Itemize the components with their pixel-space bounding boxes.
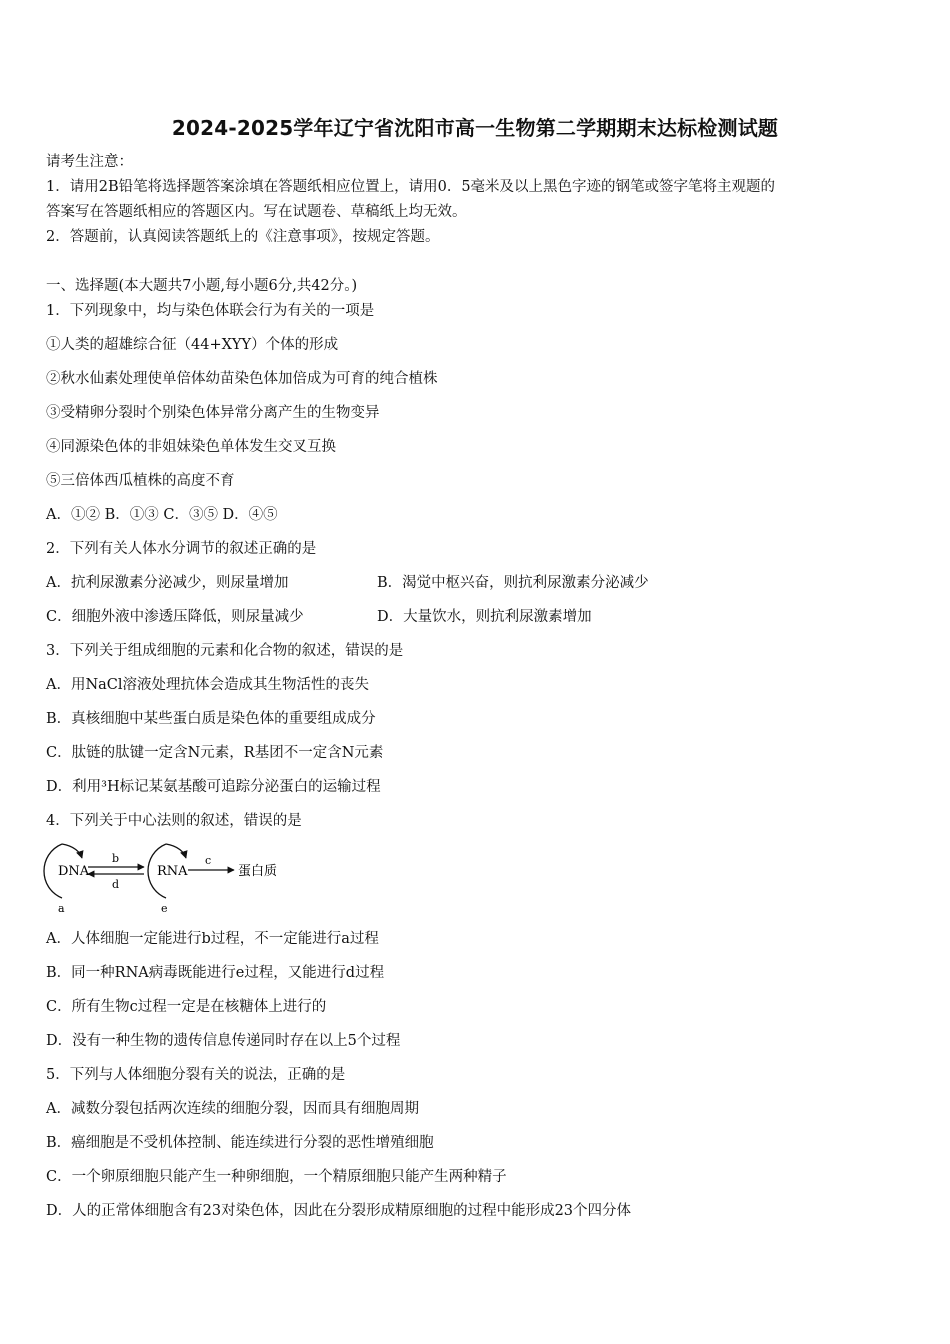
q2-option-d: D．大量饮水，则抗利尿激素增加 xyxy=(377,609,592,625)
q1-statement-4: ④同源染色体的非姐妹染色单体发生交叉互换 xyxy=(46,439,336,455)
q5-option-c: C．一个卵原细胞只能产生一种卵细胞，一个精原细胞只能产生两种精子 xyxy=(46,1169,507,1185)
q1-stem: 1．下列现象中，均与染色体联会行为有关的一项是 xyxy=(46,303,375,319)
q2-stem: 2．下列有关人体水分调节的叙述正确的是 xyxy=(46,541,317,557)
label-c: c xyxy=(205,854,212,867)
label-e: e xyxy=(161,902,168,915)
q2-option-b: B．渴觉中枢兴奋，则抗利尿激素分泌减少 xyxy=(377,575,649,591)
q4-option-a: A．人体细胞一定能进行b过程，不一定能进行a过程 xyxy=(46,931,379,947)
central-dogma-diagram xyxy=(40,836,300,916)
q3-option-a: A．用NaCl溶液处理抗体会造成其生物活性的丧失 xyxy=(46,677,370,693)
q1-statement-5: ⑤三倍体西瓜植株的高度不育 xyxy=(46,473,235,489)
section-heading: 一、选择题(本大题共7小题,每小题6分,共42分。) xyxy=(46,278,358,294)
q2-option-c: C．细胞外液中渗透压降低，则尿量减少 xyxy=(46,609,304,625)
q4-option-c: C．所有生物c过程一定是在核糖体上进行的 xyxy=(46,999,327,1015)
q2-option-a: A．抗利尿激素分泌减少，则尿量增加 xyxy=(46,575,289,591)
q5-option-d: D．人的正常体细胞含有23对染色体，因此在分裂形成精原细胞的过程中能形成23个四分体 xyxy=(46,1203,632,1219)
q3-stem: 3．下列关于组成细胞的元素和化合物的叙述，错误的是 xyxy=(46,643,404,659)
q3-option-d: D．利用³H标记某氨基酸可追踪分泌蛋白的运输过程 xyxy=(46,779,381,795)
label-d: d xyxy=(112,878,120,891)
notice-item-1-line-2: 答案写在答题纸相应的答题区内。写在试题卷、草稿纸上均无效。 xyxy=(46,204,467,220)
rna-label: RNA xyxy=(157,864,188,879)
q1-options: A．①② B．①③ C．③⑤ D．④⑤ xyxy=(46,507,278,523)
q1-statement-2: ②秋水仙素处理使单倍体幼苗染色体加倍成为可育的纯合植株 xyxy=(46,371,438,387)
dna-label: DNA xyxy=(58,864,90,879)
q4-option-d: D．没有一种生物的遗传信息传递同时存在以上5个过程 xyxy=(46,1033,401,1049)
label-a: a xyxy=(58,902,65,915)
q5-option-a: A．减数分裂包括两次连续的细胞分裂，因而具有细胞周期 xyxy=(46,1101,419,1117)
label-b: b xyxy=(112,852,120,865)
protein-label: 蛋白质 xyxy=(238,864,278,879)
page-title: 2024-2025学年辽宁省沈阳市高一生物第二学期期末达标检测试题 xyxy=(171,116,779,140)
notice-item-1-line-1: 1．请用2B铅笔将选择题答案涂填在答题纸相应位置上，请用0．5毫米及以上黑色字迹的钢笔或签字笔将主观题的 xyxy=(46,179,776,195)
q3-option-b: B．真核细胞中某些蛋白质是染色体的重要组成成分 xyxy=(46,711,376,727)
q5-option-b: B．癌细胞是不受机体控制、能连续进行分裂的恶性增殖细胞 xyxy=(46,1135,434,1151)
notice-heading: 请考生注意： xyxy=(46,154,133,170)
q4-stem: 4．下列关于中心法则的叙述，错误的是 xyxy=(46,813,302,829)
q4-option-b: B．同一种RNA病毒既能进行e过程，又能进行d过程 xyxy=(46,965,385,981)
q3-option-c: C．肽链的肽键一定含N元素，R基团不一定含N元素 xyxy=(46,745,384,761)
q1-statement-1: ①人类的超雄综合征（44+XYY）个体的形成 xyxy=(46,337,339,353)
q5-stem: 5．下列与人体细胞分裂有关的说法，正确的是 xyxy=(46,1067,346,1083)
notice-item-2: 2．答题前，认真阅读答题纸上的《注意事项》，按规定答题。 xyxy=(46,229,440,245)
q1-statement-3: ③受精卵分裂时个别染色体异常分离产生的生物变异 xyxy=(46,405,380,421)
